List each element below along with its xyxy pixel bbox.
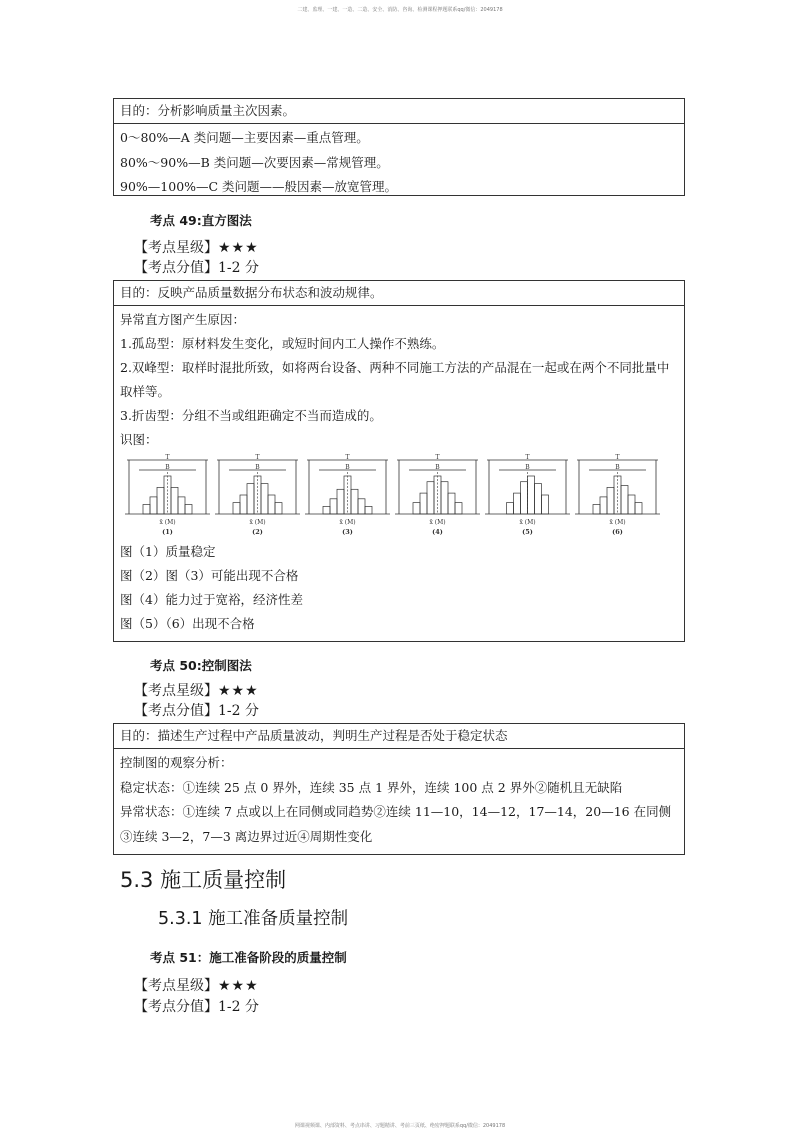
pareto-line-c: 90%—100%—C 类问题——般因素—放宽管理。 <box>120 179 398 194</box>
histogram-recog-label: 识图： <box>120 432 158 447</box>
histogram-note-2: 图（2）图（3）可能出现不合格 <box>120 568 299 583</box>
kp49-score-row <box>134 258 259 278</box>
histogram-bar <box>365 506 372 514</box>
histogram-b-label: B <box>615 464 620 471</box>
histogram-bar <box>268 495 275 514</box>
histogram-b-label: B <box>525 464 530 471</box>
histogram-box <box>113 280 685 642</box>
histogram-bar <box>185 505 192 515</box>
histogram-bar <box>528 476 535 514</box>
pareto-purpose: 目的：分析影响质量主次因素。 <box>114 99 684 124</box>
histogram-caption: (1) <box>162 528 173 536</box>
histogram-cause-1: 1.孤岛型：原材料发生变化，或短时间内工人操作不熟练。 <box>120 336 445 351</box>
histogram-bar <box>143 505 150 515</box>
histogram-purpose: 目的：反映产品质量数据分布状态和波动规律。 <box>114 281 684 306</box>
histogram-t-label: T <box>615 454 620 461</box>
histogram-bar <box>150 497 157 514</box>
histogram-bar <box>542 495 549 514</box>
histogram-bar <box>413 503 420 514</box>
histogram-bar <box>455 503 462 514</box>
pareto-line-a: 0～80%—A 类问题—主要因素—重点管理。 <box>120 130 369 145</box>
histogram-t-label: T <box>525 454 530 461</box>
histogram-bar <box>621 486 628 515</box>
histogram-bar <box>507 503 514 514</box>
histogram-bar <box>157 487 164 514</box>
control-chart-box <box>113 723 685 855</box>
histogram-bar <box>178 497 185 514</box>
histogram-t-label: T <box>345 454 350 461</box>
kp51-stars: ★★★ <box>218 978 259 994</box>
histogram-b-label: B <box>435 464 440 471</box>
histogram-axis-label: x̄ (M) <box>429 519 446 526</box>
histogram-t-label: T <box>435 454 440 461</box>
histogram-bar <box>635 503 642 514</box>
pareto-line-b: 80%～90%—B 类问题—次要因素—常规管理。 <box>120 154 389 170</box>
histogram-bar <box>441 482 448 514</box>
histogram-bar <box>521 482 528 514</box>
section-heading: 5.3 施工质量控制 <box>120 868 287 892</box>
kp51-star-label: 【考点星级】 <box>134 978 218 994</box>
kp50-title: 考点 50:控制图法 <box>150 658 252 673</box>
histogram-intro: 异常直方图产生原因： <box>120 312 246 327</box>
pareto-box <box>113 98 685 196</box>
kp49-score-label: 【考点分值】 <box>134 260 218 276</box>
histogram-bar <box>337 489 344 514</box>
histogram-sketch <box>125 454 210 536</box>
histogram-figures <box>120 454 660 538</box>
histogram-caption: (6) <box>612 528 623 536</box>
kp50-star-row <box>134 681 259 701</box>
histogram-bar <box>535 484 542 514</box>
kp51-score-row <box>134 997 259 1017</box>
histogram-bar <box>351 489 358 514</box>
kp49-star-label: 【考点星级】 <box>134 240 218 256</box>
histogram-bar <box>171 487 178 514</box>
kp50-score-row <box>134 701 259 721</box>
kp50-score: 1-2 分 <box>218 703 259 719</box>
histogram-b-label: B <box>255 464 260 471</box>
histogram-sketch <box>485 454 570 536</box>
histogram-note-4: 图（5）（6）出现不合格 <box>120 616 255 631</box>
kp50-stars: ★★★ <box>218 683 259 699</box>
histogram-cause-2: 2.双峰型：取样时混批所致，如将两台设备、两种不同施工方法的产品混在一起或在两个不同批量中取样等。 <box>120 360 670 399</box>
histogram-sketch <box>575 454 660 536</box>
kp49-stars: ★★★ <box>218 240 259 256</box>
kp51-title: 考点 51：施工准备阶段的质量控制 <box>150 950 347 965</box>
page-header-note: 二建、监理、一建、一造、二造、安全、消防、咨询、检测课程押题联系qq/微信：2049178 <box>297 7 503 13</box>
histogram-b-label: B <box>165 464 170 471</box>
kp50-score-label: 【考点分值】 <box>134 703 218 719</box>
histogram-bar <box>448 493 455 514</box>
control-abnormal: 异常状态：①连续 7 点或以上在同侧或同趋势②连续 11—10，14—12，17—14，20—16 在同侧③连续 3—2，7—3 离边界过近④周期性变化 <box>120 804 672 844</box>
histogram-cause-3: 3.折齿型：分组不当或组距确定不当而造成的。 <box>120 408 382 423</box>
subsection-heading: 5.3.1 施工准备质量控制 <box>158 909 349 929</box>
histogram-sketch <box>305 454 390 536</box>
histogram-bar <box>628 495 635 514</box>
histogram-bar <box>323 506 330 514</box>
histogram-axis-label: x̄ (M) <box>609 519 626 526</box>
kp51-star-row <box>134 976 259 996</box>
histogram-sketch <box>215 454 300 536</box>
histogram-caption: (4) <box>432 528 443 536</box>
histogram-sketch <box>395 454 480 536</box>
histogram-caption: (3) <box>342 528 353 536</box>
histogram-bar <box>593 505 600 515</box>
histogram-bar <box>233 503 240 514</box>
histogram-axis-label: x̄ (M) <box>159 519 176 526</box>
histogram-bar <box>514 493 521 514</box>
histogram-axis-label: x̄ (M) <box>249 519 266 526</box>
histogram-bar <box>358 499 365 514</box>
histogram-bar <box>261 484 268 514</box>
histogram-bar <box>600 497 607 514</box>
control-purpose: 目的：描述生产过程中产品质量波动，判明生产过程是否处于稳定状态 <box>114 724 684 749</box>
histogram-b-label: B <box>345 464 350 471</box>
histogram-bar <box>420 493 427 514</box>
histogram-axis-label: x̄ (M) <box>519 519 536 526</box>
histogram-t-label: T <box>165 454 170 461</box>
page-footer-note: 网课视频课、内部资料、考点串讲、习题精讲、考前三页纸、绝密押题联系qq/微信：2049178 <box>294 1123 506 1129</box>
control-analysis-label: 控制图的观察分析： <box>120 755 233 770</box>
kp50-star-label: 【考点星级】 <box>134 683 218 699</box>
histogram-note-3: 图（4）能力过于宽裕，经济性差 <box>120 592 303 607</box>
histogram-bar <box>607 487 614 514</box>
histogram-axis-label: x̄ (M) <box>339 519 356 526</box>
histogram-bar <box>275 503 282 514</box>
histogram-bar <box>427 482 434 514</box>
histogram-caption: (2) <box>252 528 263 536</box>
control-stable: 稳定状态：①连续 25 点 0 界外，连续 35 点 1 界外，连续 100 点 2 界外②随机且无缺陷 <box>120 779 623 795</box>
kp49-score: 1-2 分 <box>218 260 259 276</box>
histogram-bar <box>240 495 247 514</box>
histogram-t-label: T <box>255 454 260 461</box>
kp49-star-row <box>134 238 259 258</box>
histogram-bar <box>330 499 337 514</box>
kp51-score-label: 【考点分值】 <box>134 999 218 1015</box>
kp51-score: 1-2 分 <box>218 999 259 1015</box>
histogram-bar <box>247 484 254 514</box>
kp49-title: 考点 49:直方图法 <box>150 213 252 228</box>
histogram-caption: (5) <box>522 528 533 536</box>
histogram-note-1: 图（1）质量稳定 <box>120 544 216 559</box>
